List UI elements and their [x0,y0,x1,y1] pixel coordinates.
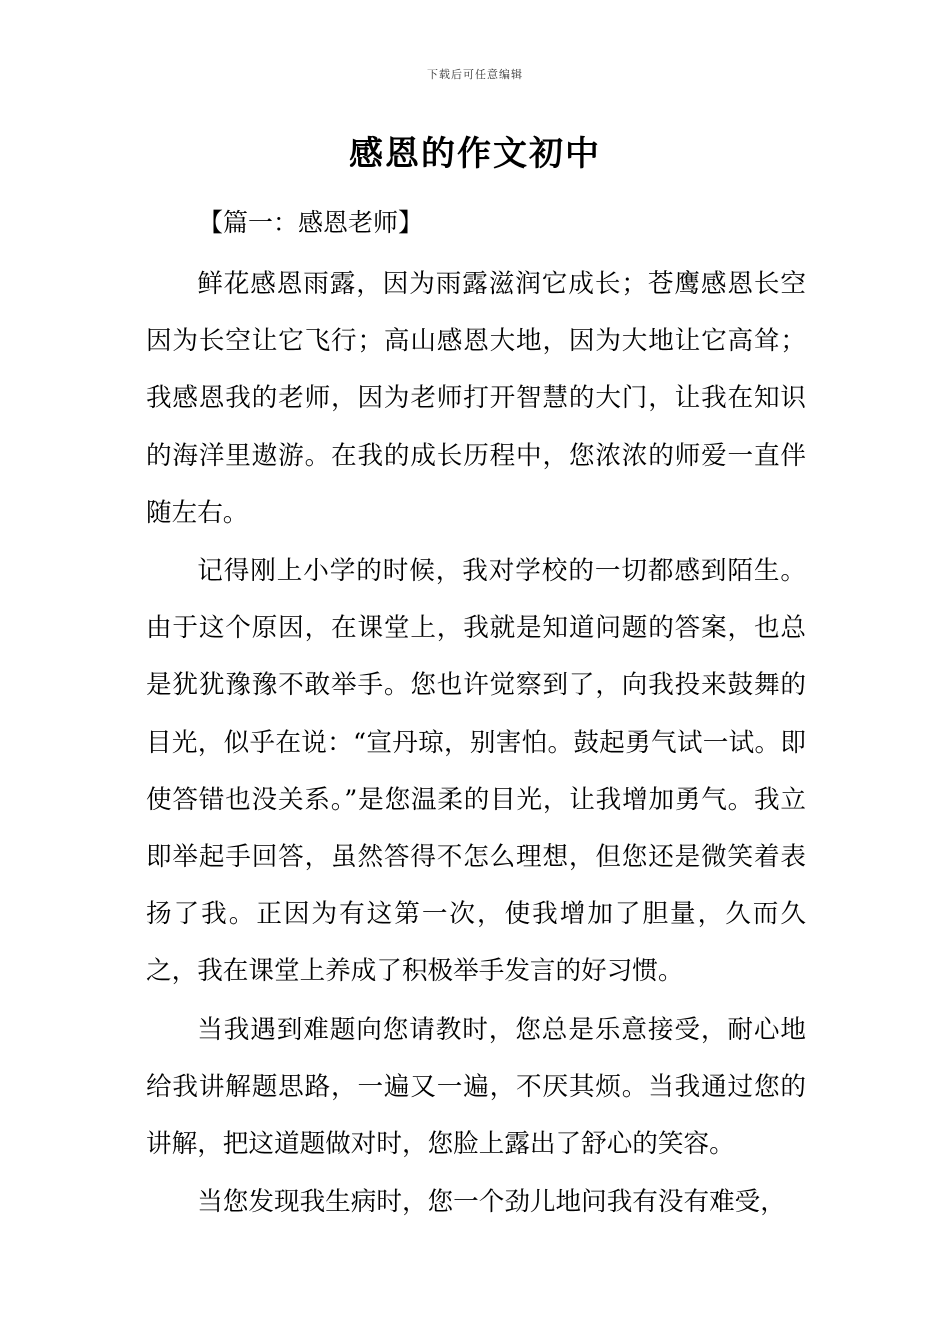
paragraph-3: 当我遇到难题向您请教时，您总是乐意接受，耐心地给我讲解题思路，一遍又一遍，不厌其烦。当我通过您的讲解，把这道题做对时，您脸上露出了舒心的笑容。 [146,1014,806,1160]
header-note: 下载后可任意编辑 [427,68,523,81]
document-title: 感恩的作文初中 [349,134,601,174]
paragraph-1: 鲜花感恩雨露，因为雨露滋润它成长；苍鹰感恩长空因为长空让它飞行；高山感恩大地，因为大地让它高耸；我感恩我的老师，因为老师打开智慧的大门，让我在知识的海洋里遨游。在我的成长历程中，您浓浓的师爱一直伴随左右。 [146,269,806,528]
section-heading: 【篇一：感恩老师】 [198,208,424,237]
paragraph-4: 当您发现我生病时，您一个劲儿地问我有没有难受， [197,1187,786,1218]
paragraph-2: 记得刚上小学的时候，我对学校的一切都感到陌生。由于这个原因，在课堂上，我就是知道问题的答案，也总是犹犹豫豫不敢举手。您也许觉察到了，向我投来鼓舞的目光，似乎在说：“宣丹琼，别害怕。鼓起勇气试一试。即使答错也没关系。”是您温柔的目光，让我增加勇气。我立即举起手回答，虽然答得不怎么理想，但您还是微笑着表扬了我。正因为有这第一次，使我增加了胆量，久而久之，我在课堂上养成了积极举手发言的好习惯。 [146,556,806,987]
body-text [146,256,806,1232]
